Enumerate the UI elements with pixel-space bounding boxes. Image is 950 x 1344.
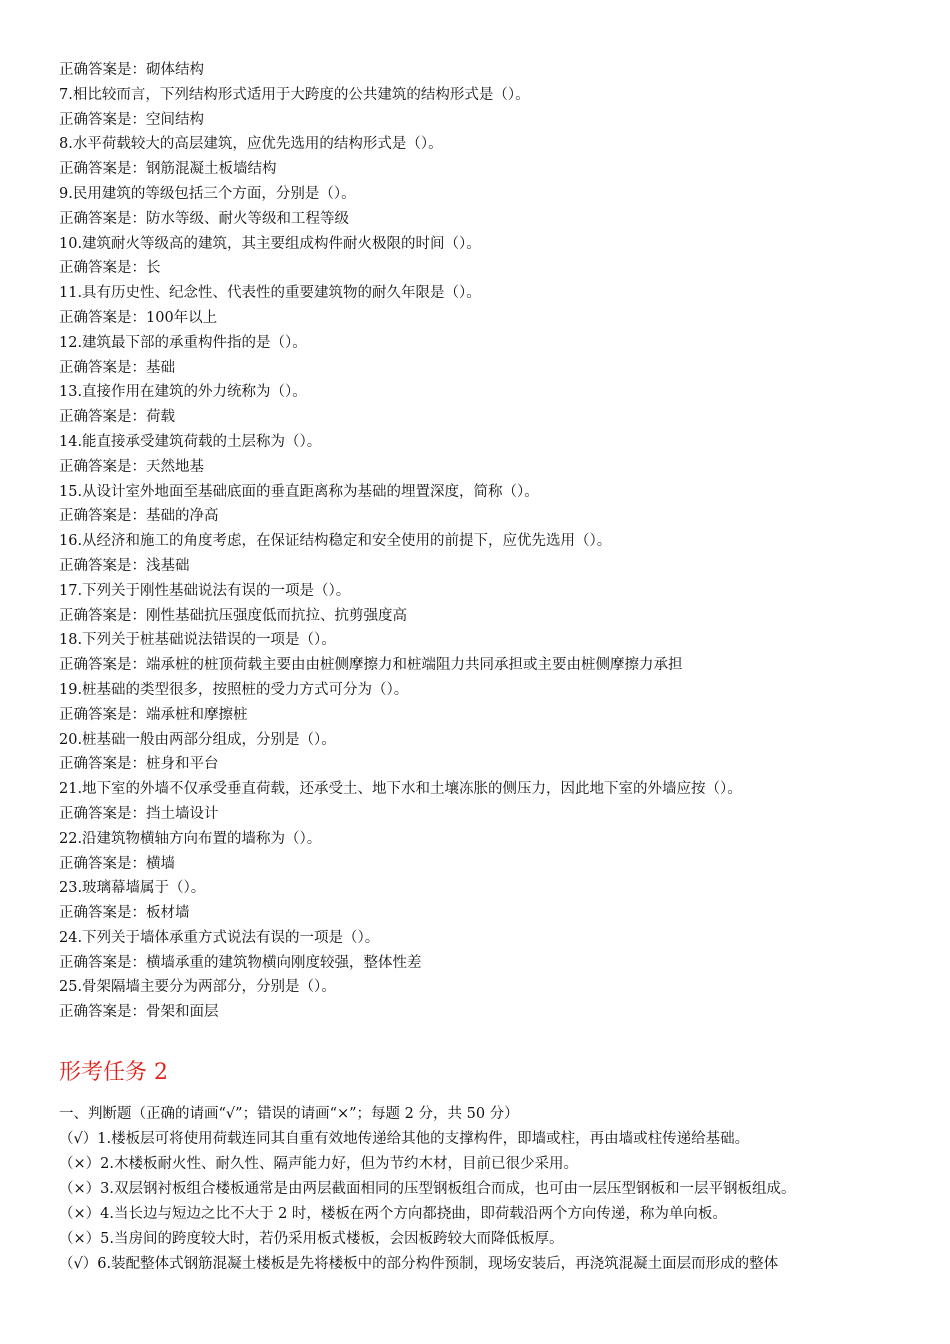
qa-list xyxy=(59,58,919,1025)
judge-item xyxy=(59,1177,939,1202)
judge-text: 6.装配整体式钢筋混凝土楼板是先将楼板中的部分构件预制，现场安装后，再浇筑混凝土面层而形成的整体 xyxy=(97,1256,779,1272)
question-line: 13.直接作用在建筑的外力统称为（）。 xyxy=(59,384,307,401)
question-line: 22.沿建筑物横轴方向布置的墙称为（）。 xyxy=(59,830,322,847)
judge-mark: （×） xyxy=(59,1206,101,1222)
answer-line: 正确答案是：桩身和平台 xyxy=(59,756,219,773)
answer-line: 正确答案是：基础的净高 xyxy=(59,508,219,525)
judge-mark: （√） xyxy=(59,1131,98,1147)
judge-mark: （×） xyxy=(59,1156,101,1172)
question-line: 12.建筑最下部的承重构件指的是（）。 xyxy=(59,334,307,351)
answer-line: 正确答案是：浅基础 xyxy=(59,557,190,574)
question-line: 24.下列关于墙体承重方式说法有误的一项是（）。 xyxy=(59,929,380,946)
question-line: 19.桩基础的类型很多，按照桩的受力方式可分为（）。 xyxy=(59,681,409,698)
answer-line: 正确答案是：钢筋混凝土板墙结构 xyxy=(59,161,277,178)
judge-section xyxy=(59,1102,939,1277)
answer-line: 正确答案是：100年以上 xyxy=(59,309,218,326)
question-line: 14.能直接承受建筑荷载的土层称为（）。 xyxy=(59,433,322,450)
answer-line: 正确答案是：基础 xyxy=(59,359,175,376)
question-line: 18.下列关于桩基础说法错误的一项是（）。 xyxy=(59,632,336,649)
question-line: 21.地下室的外墙不仅承受垂直荷载，还承受土、地下水和土壤冻胀的侧压力，因此地下室的外墙应按（）。 xyxy=(59,781,742,798)
answer-line: 正确答案是：端承桩的桩顶荷载主要由由桩侧摩擦力和桩端阻力共同承担或主要由桩侧摩擦力承担 xyxy=(59,657,683,674)
judge-item xyxy=(59,1202,939,1227)
question-line: 7.相比较而言，下列结构形式适用于大跨度的公共建筑的结构形式是（）。 xyxy=(59,86,530,103)
judge-mark: （×） xyxy=(59,1181,101,1197)
question-line: 9.民用建筑的等级包括三个方面，分别是（）。 xyxy=(59,185,356,202)
question-line: 17.下列关于刚性基础说法有误的一项是（）。 xyxy=(59,582,351,599)
judge-item xyxy=(59,1227,939,1252)
answer-line: 正确答案是：长 xyxy=(59,260,161,277)
judge-mark: （√） xyxy=(59,1256,98,1272)
question-line: 20.桩基础一般由两部分组成，分别是（）。 xyxy=(59,731,336,748)
answer-line: 正确答案是：骨架和面层 xyxy=(59,1004,219,1021)
answer-line: 正确答案是：荷载 xyxy=(59,409,175,426)
judge-mark: （×） xyxy=(59,1231,101,1247)
answer-line: 正确答案是：端承桩和摩擦桩 xyxy=(59,706,248,723)
answer-line: 正确答案是：挡土墙设计 xyxy=(59,805,219,822)
answer-line: 正确答案是：横墙承重的建筑物横向刚度较强，整体性差 xyxy=(59,954,422,971)
answer-line: 正确答案是：刚性基础抗压强度低而抗拉、抗剪强度高 xyxy=(59,607,407,624)
judge-text: 5.当房间的跨度较大时，若仍采用板式楼板，会因板跨较大而降低板厚。 xyxy=(100,1231,564,1247)
answer-line: 正确答案是：天然地基 xyxy=(59,458,204,475)
question-line: 25.骨架隔墙主要分为两部分，分别是（）。 xyxy=(59,979,336,996)
judge-text: 2.木楼板耐火性、耐久性、隔声能力好，但为节约木材，目前已很少采用。 xyxy=(100,1156,578,1172)
answer-line: 正确答案是：横墙 xyxy=(59,855,175,872)
question-line: 16.从经济和施工的角度考虑，在保证结构稳定和安全使用的前提下，应优先选用（）。 xyxy=(59,533,612,550)
judge-item xyxy=(59,1152,939,1177)
judge-header: 一、判断题（正确的请画“√”；错误的请画“×”；每题 2 分，共 50 分） xyxy=(59,1106,519,1122)
judge-text: 4.当长边与短边之比不大于 2 时，楼板在两个方向都挠曲，即荷载沿两个方向传递，称为单向板。 xyxy=(100,1206,727,1222)
judge-text: 1.楼板层可将使用荷载连同其自重有效地传递给其他的支撑构件，即墙或柱，再由墙或柱传递给基础。 xyxy=(97,1131,750,1147)
answer-line: 正确答案是：砌体结构 xyxy=(59,62,204,78)
section-title: 形考任务 2 xyxy=(59,1060,168,1085)
question-line: 11.具有历史性、纪念性、代表性的重要建筑物的耐久年限是（）。 xyxy=(59,285,481,302)
question-line: 8.水平荷载较大的高层建筑，应优先选用的结构形式是（）。 xyxy=(59,136,443,153)
answer-line: 正确答案是：板材墙 xyxy=(59,905,190,922)
judge-list xyxy=(59,1127,939,1277)
judge-item xyxy=(59,1127,939,1152)
answer-line: 正确答案是：空间结构 xyxy=(59,111,204,128)
judge-text: 3.双层钢衬板组合楼板通常是由两层截面相同的压型钢板组合而成，也可由一层压型钢板和一层平钢板组成。 xyxy=(100,1181,796,1197)
question-line: 23.玻璃幕墙属于（）。 xyxy=(59,880,206,897)
answer-line: 正确答案是：防水等级、耐火等级和工程等级 xyxy=(59,210,349,227)
judge-item xyxy=(59,1252,939,1277)
question-line: 10.建筑耐火等级高的建筑，其主要组成构件耐火极限的时间（）。 xyxy=(59,235,481,252)
question-line: 15.从设计室外地面至基础底面的垂直距离称为基础的埋置深度，简称（）。 xyxy=(59,483,539,500)
